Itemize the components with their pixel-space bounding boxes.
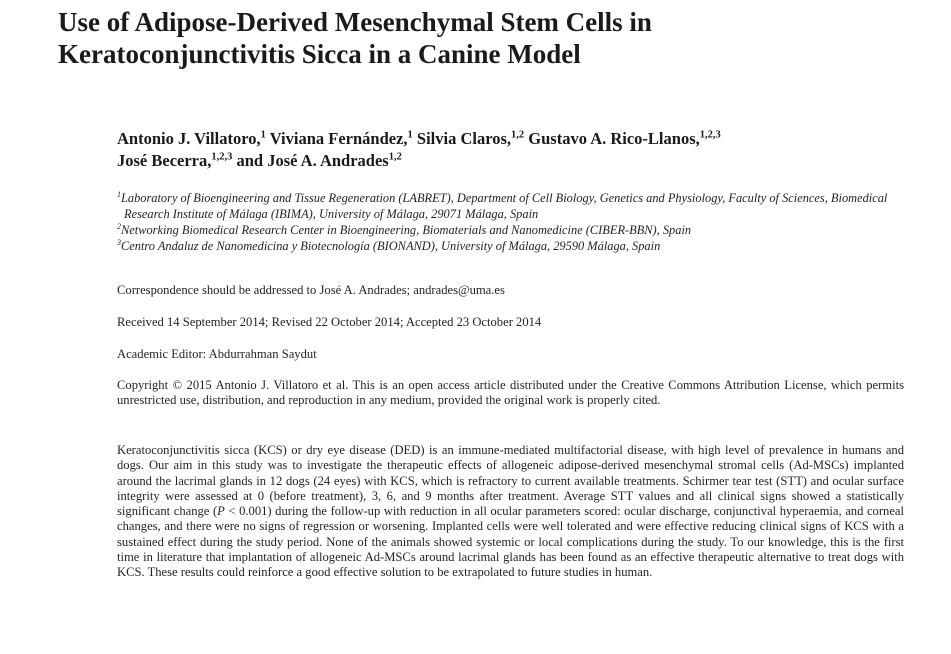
author-name: José Becerra,	[117, 151, 212, 170]
abstract-part-1: Keratoconjunctivitis sicca (KCS) or dry eye disease (DED) is an immune-mediated multifactorial disease, with high level of prevalence in humans and dogs. Our aim in this study was to investigate the therapeutic effects of allogeneic adipose-derived mesenchymal stromal cells (Ad-MSCs) implanted around the lacrimal glands in 12 dogs (24 eyes) with KCS, which is refractory to current available treatments. Schirmer tear test (STT) and ocular surface integrity were assessed at 0 (before treatment), 3, 6, and 9 months after treatment. Average STT values and all clinical signs showed a statistically significant change (	[117, 443, 904, 519]
affiliation-item	[117, 238, 907, 254]
author-list	[117, 128, 917, 172]
p-value-symbol: P	[217, 504, 225, 519]
affiliation-list	[117, 190, 907, 254]
author-affiliation-marker: 1,2,3	[211, 151, 233, 163]
affiliation-text: Networking Biomedical Research Center in Bioengineering, Biomaterials and Nanomedicine (CIBER-BBN), Spain	[121, 223, 692, 237]
affiliation-item	[117, 222, 907, 238]
author-name: Silvia Claros,	[416, 129, 512, 148]
abstract-text	[117, 443, 904, 581]
academic-editor: Academic Editor: Abdurrahman Saydut	[117, 347, 317, 361]
affiliation-item	[117, 190, 907, 222]
author-affiliation-marker: 1,2,3	[699, 129, 721, 141]
submission-dates: Received 14 September 2014; Revised 22 October 2014; Accepted 23 October 2014	[117, 315, 542, 329]
affiliation-marker: 3	[117, 237, 121, 247]
affiliation-marker: 1	[117, 189, 121, 199]
paper-title-line-2: Keratoconjunctivitis Sicca in a Canine Model	[58, 39, 581, 69]
copyright-notice: Copyright © 2015 Antonio J. Villatoro et al. This is an open access article distributed under the Creative Commons Attribution License, which permits unrestricted use, distribution, and reproduction in any medium, provided the original work is properly cited.	[117, 378, 904, 408]
affiliation-text: Laboratory of Bioengineering and Tissue Regeneration (LABRET), Department of Cell Biology, Genetics and Physiology, Faculty of Sciences, Biomedical Research Institute of Málaga (IBIMA), University of Málaga, 29071 Málaga, Spain	[121, 191, 888, 221]
affiliation-text: Centro Andaluz de Nanomedicina y Biotecnología (BIONAND), University of Málaga, 29590 Málaga, Spain	[121, 239, 661, 253]
author-affiliation-marker: 1,2	[511, 129, 525, 141]
abstract-part-2: < 0.001) during the follow-up with reduction in all ocular parameters scored: ocular discharge, conjunctival hyperaemia, and corneal changes, and there were no signs of regression or worsening. Implanted cells were well tolerated and were effective reducing clinical signs of KCS with a sustained effect during the study period. None of the animals showed systemic or local complications during the study. To our knowledge, this is the first time in literature that implantation of allogeneic Ad-MSCs around lacrimal glands has been found as an effective therapeutic alternative to treat dogs with KCS. These results could reinforce a good effective solution to be extrapolated to future studies in human.	[117, 504, 904, 580]
author-affiliation-marker: 1	[260, 129, 266, 141]
correspondence-line: Correspondence should be addressed to José A. Andrades; andrades@uma.es	[117, 283, 505, 297]
author-name: Viviana Fernández,	[269, 129, 408, 148]
author-name: Gustavo A. Rico-Llanos,	[528, 129, 700, 148]
paper-title-line-1: Use of Adipose-Derived Mesenchymal Stem Cells in	[58, 7, 652, 37]
paper-title	[58, 6, 918, 70]
author-affiliation-marker: 1	[407, 129, 413, 141]
author-name: Antonio J. Villatoro,	[117, 129, 261, 148]
author-affiliation-marker: 1,2	[388, 151, 402, 163]
author-name: and José A. Andrades	[236, 151, 389, 170]
affiliation-marker: 2	[117, 221, 121, 231]
